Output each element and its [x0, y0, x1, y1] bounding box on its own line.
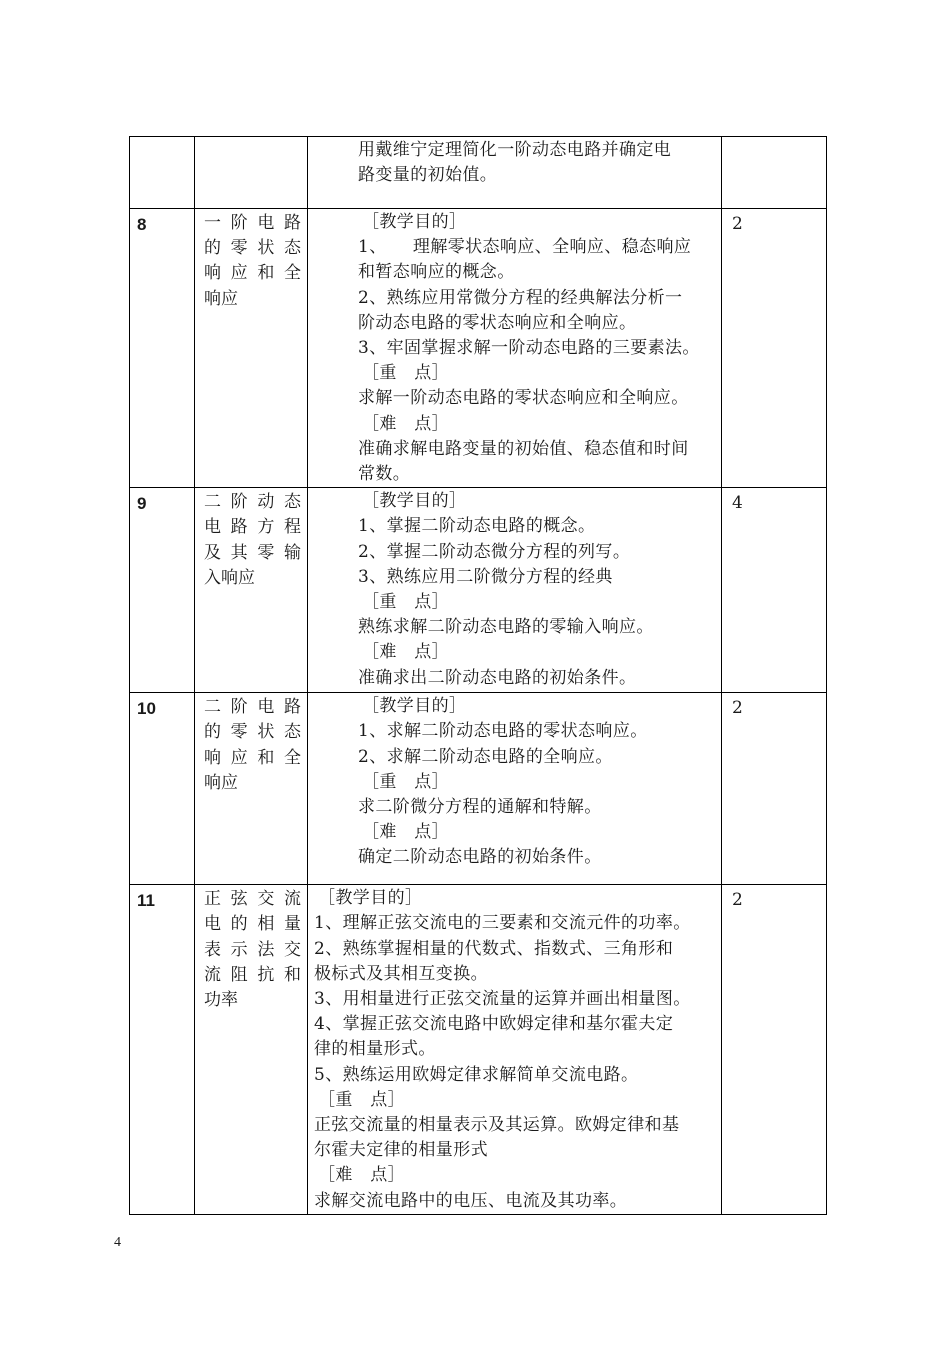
lesson-content: [308, 137, 722, 209]
section-heading: ［教学目的］: [362, 212, 467, 232]
section-heading: ［难 点］: [362, 642, 449, 663]
topic-line: 功率: [204, 990, 238, 1011]
content-line: 5、熟练运用欧姆定律求解简单交流电路。: [314, 1064, 639, 1085]
content-line: 2、熟练应用常微分方程的经典解法分析一: [358, 287, 683, 308]
content-line: 1、 理解零状态响应、全响应、稳态响应: [358, 237, 692, 258]
lesson-content: [308, 885, 722, 1215]
section-heading: ［难 点］: [318, 1165, 405, 1186]
content-line: 律的相量形式。: [314, 1039, 436, 1060]
lesson-hours: [722, 137, 827, 209]
lesson-topic: [195, 885, 308, 1215]
content-line: 路变量的初始值。: [358, 165, 498, 186]
content-line: 1、理解正弦交流电的三要素和交流元件的功率。: [314, 913, 691, 934]
topic-line: 响应和全: [204, 747, 301, 768]
lesson-content: [308, 693, 722, 885]
table-row: [130, 209, 827, 488]
content-line: 用戴维宁定理简化一阶动态电路并确定电: [358, 140, 672, 160]
table-row: [130, 693, 827, 885]
section-heading: ［重 点］: [362, 771, 449, 792]
topic-line: 二阶动态: [204, 492, 301, 513]
topic-line: 响应: [204, 772, 238, 793]
content-line: 准确求解电路变量的初始值、稳态值和时间: [358, 438, 689, 459]
content-line: 极标式及其相互变换。: [314, 963, 488, 984]
content-line: 3、熟练应用二阶微分方程的经典: [358, 566, 613, 587]
topic-line: 流阻抗和: [204, 964, 301, 985]
topic-line: 电的相量: [204, 914, 301, 935]
section-heading: ［重 点］: [362, 592, 449, 613]
table-row: [130, 137, 827, 209]
topic-line: 响应和全: [204, 263, 301, 284]
page-number: 4: [114, 1235, 121, 1250]
section-heading: ［重 点］: [318, 1089, 405, 1110]
section-heading: ［重 点］: [362, 363, 449, 384]
lesson-content: [308, 488, 722, 693]
lesson-content: [308, 209, 722, 488]
topic-line: 电路方程: [204, 517, 301, 538]
topic-line: 的零状态: [204, 238, 301, 259]
content-line: 求解一阶动态电路的零状态响应和全响应。: [358, 388, 689, 409]
lesson-number: 10: [130, 693, 195, 885]
lesson-hours: 2: [722, 693, 827, 885]
lesson-hours: 2: [722, 885, 827, 1215]
topic-line: 的零状态: [204, 722, 301, 743]
content-line: 准确求出二阶动态电路的初始条件。: [358, 667, 637, 688]
content-line: 3、牢固掌握求解一阶动态电路的三要素法。: [358, 338, 700, 359]
content-line: 求二阶微分方程的通解和特解。: [358, 797, 602, 818]
lesson-number: [130, 137, 195, 209]
content-line: 2、熟练掌握相量的代数式、指数式、三角形和: [314, 938, 674, 959]
lesson-number: 11: [130, 885, 195, 1215]
topic-line: 二阶电路: [204, 697, 301, 718]
content-line: 正弦交流量的相量表示及其运算。欧姆定律和基: [314, 1115, 680, 1136]
syllabus-table: [129, 136, 827, 1215]
topic-line: 一阶电路: [204, 213, 301, 233]
section-heading: ［难 点］: [362, 413, 449, 434]
content-line: 4、掌握正弦交流电路中欧姆定律和基尔霍夫定: [314, 1014, 674, 1035]
section-heading: ［教学目的］: [318, 888, 423, 909]
content-line: 1、掌握二阶动态电路的概念。: [358, 516, 596, 537]
content-line: 2、掌握二阶动态微分方程的列写。: [358, 541, 631, 562]
lesson-topic: [195, 137, 308, 209]
section-heading: ［教学目的］: [362, 696, 467, 717]
section-heading: ［难 点］: [362, 822, 449, 843]
content-line: 阶动态电路的零状态响应和全响应。: [358, 312, 637, 333]
topic-line: 正弦交流: [204, 889, 301, 910]
lesson-number: 8: [130, 209, 195, 488]
content-line: 1、求解二阶动态电路的零状态响应。: [358, 721, 648, 742]
table-row: [130, 488, 827, 693]
syllabus-table-body: [130, 137, 827, 1215]
lesson-hours: 4: [722, 488, 827, 693]
topic-line: 入响应: [204, 567, 255, 588]
content-line: 常数。: [358, 464, 411, 485]
content-line: 和暂态响应的概念。: [358, 262, 515, 283]
content-line: 熟练求解二阶动态电路的零输入响应。: [358, 617, 654, 638]
content-line: 尔霍夫定律的相量形式: [314, 1140, 488, 1161]
section-heading: ［教学目的］: [362, 491, 467, 512]
lesson-hours: 2: [722, 209, 827, 488]
content-line: 求解交流电路中的电压、电流及其功率。: [314, 1190, 628, 1211]
content-line: 2、求解二阶动态电路的全响应。: [358, 746, 613, 767]
topic-line: 表示法交: [204, 939, 301, 960]
topic-line: 响应: [204, 288, 238, 309]
content-line: 3、用相量进行正弦交流量的运算并画出相量图。: [314, 989, 691, 1010]
content-line: 确定二阶动态电路的初始条件。: [358, 847, 602, 868]
lesson-topic: [195, 209, 308, 488]
lesson-topic: [195, 488, 308, 693]
table-row: [130, 885, 827, 1215]
lesson-topic: [195, 693, 308, 885]
lesson-number: 9: [130, 488, 195, 693]
topic-line: 及其零输: [204, 542, 301, 563]
